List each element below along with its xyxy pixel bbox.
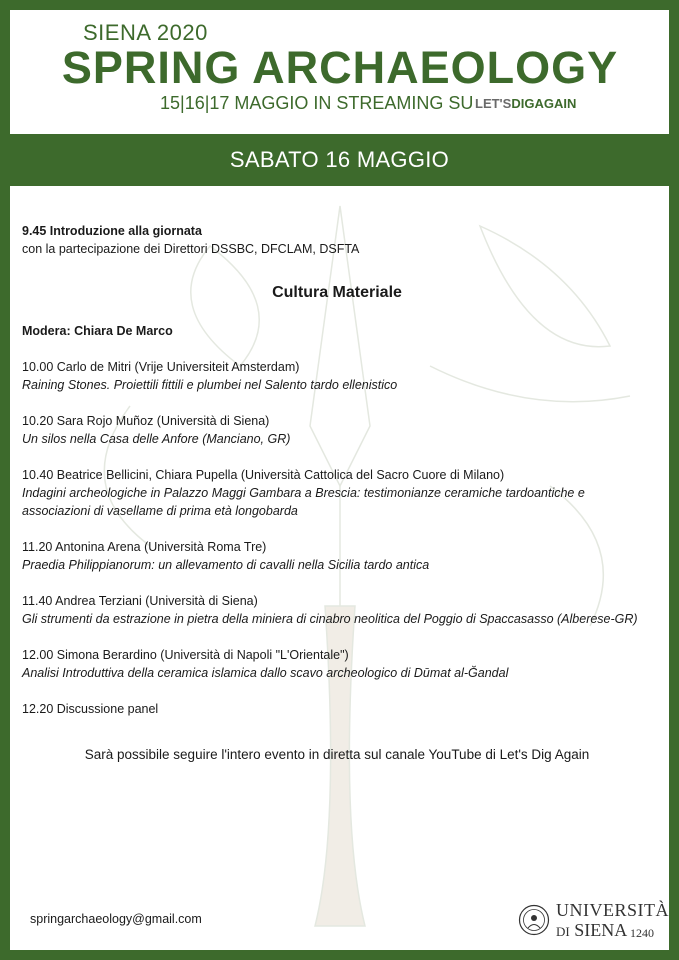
talk-title: Praedia Philippianorum: un allevamento di cavalli nella Sicilia tardo antica — [22, 558, 430, 572]
intro-details: con la partecipazione dei Direttori DSSBC, DFCLAM, DSFTA — [22, 242, 360, 256]
talk-title: Gli strumenti da estrazione in pietra della miniera di cinabro neolitica del Poggio di Spaccasasso (Alberese-GR) — [22, 612, 638, 626]
brand-suffix: DIGAGAIN — [511, 96, 577, 111]
poster-header — [10, 10, 669, 134]
program-content — [22, 222, 652, 764]
contact-email[interactable]: springarchaeology@gmail.com — [30, 912, 202, 926]
talk-speaker: 11.40 Andrea Terziani (Università di Siena) — [22, 594, 258, 608]
event-subtitle: SIENA 2020 — [83, 20, 208, 45]
event-title: SPRING ARCHAEOLOGY — [61, 42, 619, 93]
university-year: 1240 — [630, 926, 654, 940]
session-title: Cultura Materiale — [272, 284, 402, 301]
intro-time: 9.45 Introduzione alla giornata — [22, 224, 202, 238]
day-banner: SABATO 16 MAGGIO — [229, 147, 450, 172]
moderator: Modera: Chiara De Marco — [22, 324, 173, 338]
talk-speaker: 10.00 Carlo de Mitri (Vrije Universiteit Amsterdam) — [22, 360, 300, 374]
university-city — [556, 920, 627, 941]
event-dates: 15|16|17 MAGGIO IN STREAMING SU — [160, 93, 474, 113]
university-name: UNIVERSITÀ — [556, 900, 669, 920]
brand-prefix: LET'S — [475, 96, 512, 111]
streaming-notice: Sarà possibile seguire l'intero evento in diretta sul canale YouTube di Let's Dig Again — [84, 747, 590, 762]
talk-speaker: 12.00 Simona Berardino (Università di Napoli "L'Orientale") — [22, 648, 349, 662]
talk-title: Indagini archeologiche in Palazzo Maggi Gambara a Brescia: testimonianze ceramiche tardoantiche e associazioni di vasellame di prima età longobarda — [22, 486, 585, 518]
program-panel — [10, 186, 669, 950]
talk-title: Analisi Introduttiva della ceramica islamica dallo scavo archeologico di Dūmat al-Ğandal — [22, 666, 509, 680]
talk-speaker: 10.40 Beatrice Bellicini, Chiara Pupella (Università Cattolica del Sacro Cuore di Milano) — [22, 468, 505, 482]
closing-discussion: 12.20 Discussione panel — [22, 702, 159, 716]
talk-speaker: 10.20 Sara Rojo Muñoz (Università di Siena) — [22, 414, 270, 428]
university-seal-icon — [518, 904, 550, 936]
talk-speaker: 11.20 Antonina Arena (Università Roma Tre) — [22, 540, 267, 554]
university-di: DI — [556, 924, 570, 939]
lets-dig-again-logo — [475, 96, 576, 111]
university-of-siena-logo — [518, 898, 669, 942]
talk-title: Un silos nella Casa delle Anfore (Manciano, GR) — [22, 432, 291, 446]
university-siena: SIENA — [574, 920, 628, 940]
talk-title: Raining Stones. Proiettili fittili e plumbei nel Salento tardo ellenistico — [22, 378, 398, 392]
